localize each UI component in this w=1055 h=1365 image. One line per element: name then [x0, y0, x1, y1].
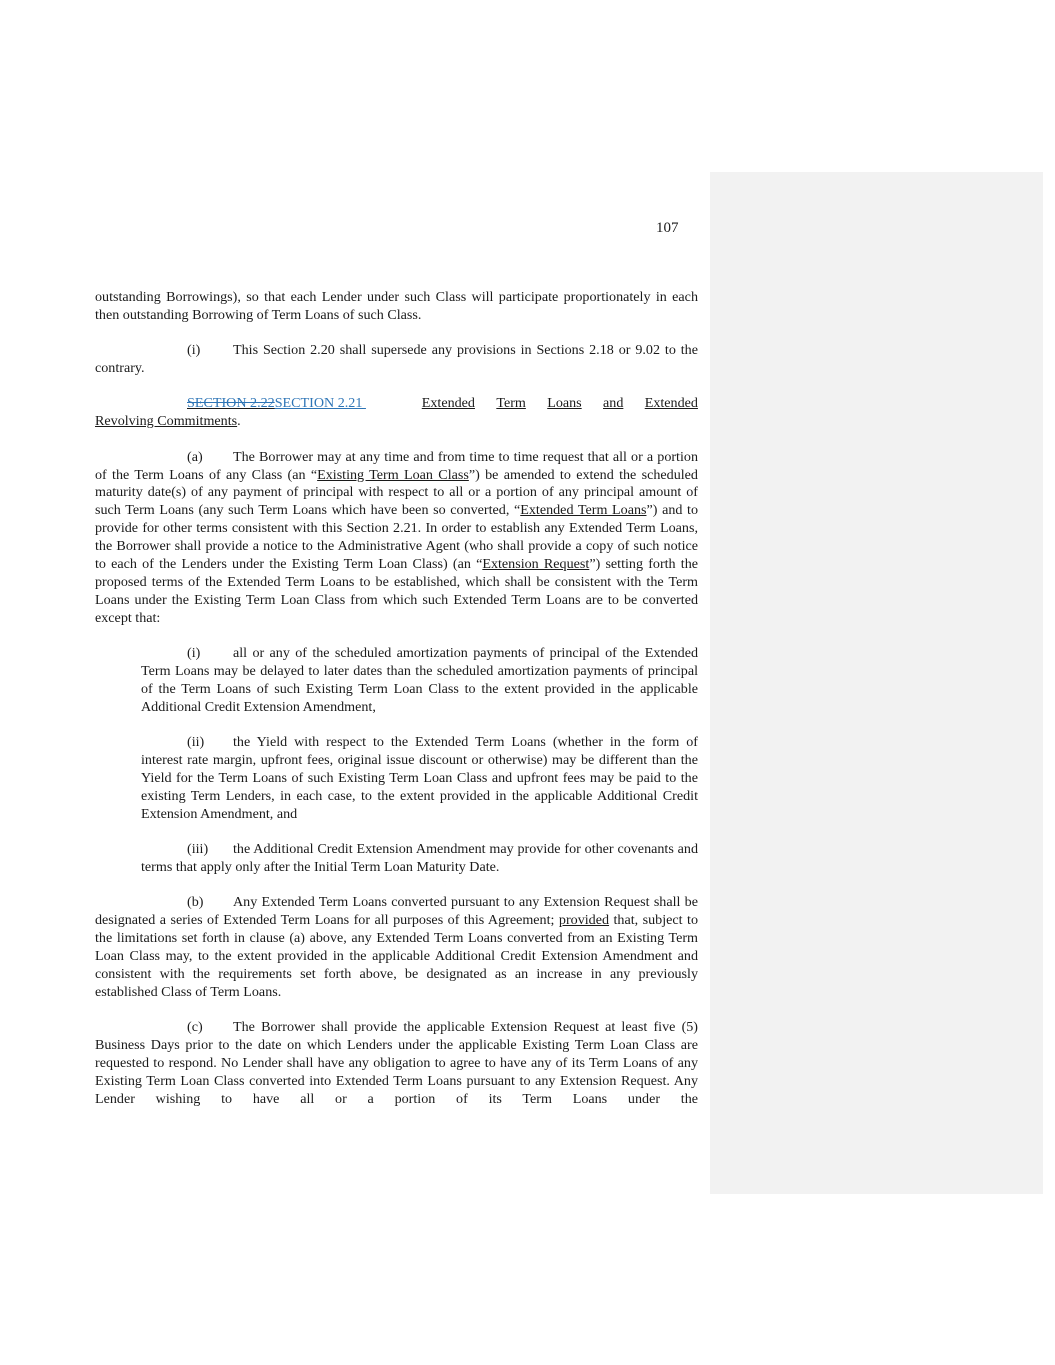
clause-text: the Additional Credit Extension Amendment may provide for other covenants and terms that apply only after the Initial Term Loan Maturity Date. — [141, 841, 698, 875]
clause-marker: (a) — [187, 448, 203, 465]
clause-marker: (c) — [187, 1019, 203, 1036]
text-run: ”) and to provide for other terms consistent with this Section 2.21. In order to establish any Extended Term Loans, the Borrower shall provide a notice to the Administrative Agent (who shall provide a copy of such notice to each of the Lenders under the Existing Term Loan Class) (an “ — [95, 502, 699, 573]
text-run: Any Extended Term Loans converted pursuant to any Extension Request shall be designated a series of Extended Term Loans for all purposes of this Agreement; — [95, 894, 698, 929]
paragraph-i-supersede — [95, 342, 698, 378]
clause-text: The Borrower shall provide the applicable Extension Request at least five (5) Business Days prior to the date on which Lenders under the applicable Existing Term Loan Class are requested to respond. No Lender shall have any obligation to agree to have any of its Term Loans of any Existing Term Loan Class converted into Extended Term Loans pursuant to any Extension Request. Any Lender wishing to have all or a portion of its Term Loans under the — [95, 1019, 698, 1107]
sub-item-i — [141, 645, 698, 717]
clause-text: the Yield with respect to the Extended Term Loans (whether in the form of interest rate margin, upfront fees, original issue discount or otherwise) may be different than the Yield for the Term Loans of such Existing Term Loan Class and upfront fees may be paid to the existing Term Lenders, in each case, to the extent provided in the applicable Additional Credit Extension Amendment, and — [141, 734, 698, 822]
comment-pane — [710, 172, 1043, 1194]
defined-term: provided — [558, 912, 610, 929]
clause-text: This Section 2.20 shall supersede any provisions in Sections 2.18 or 9.02 to the contrary. — [95, 342, 698, 377]
text-run: ”) be amended to extend the scheduled maturity date(s) of any payment of principal with respect to all or a portion of any principal amount of such Term Loans (any such Term Loans which have been so converted, “ — [95, 466, 698, 519]
section-heading — [95, 395, 698, 431]
section-number-change — [187, 395, 400, 413]
sub-item-iii — [141, 841, 698, 877]
paragraph-c — [95, 1019, 698, 1109]
paragraph-a — [95, 449, 698, 628]
heading-title-line2: Revolving Commitments — [95, 413, 238, 430]
clause-marker: (ii) — [187, 734, 205, 751]
paragraph-b — [95, 894, 698, 1001]
clause-marker: (i) — [187, 645, 201, 662]
heading-word: and — [603, 395, 624, 412]
defined-term: Extension Request — [482, 556, 590, 573]
heading-word: Extended — [644, 395, 698, 412]
text-run: ”) setting forth the proposed terms of the Extended Term Loans to be established, which shall be consistent with the Term Loans under the Existing Term Loan Class from which such Extended Term Loans are to be converted except that: — [95, 556, 699, 626]
text-run: that, subject to the limitations set forth in clause (a) above, any Extended Term Loans converted from an Existing Term Loan Class may, to the extent provided in the applicable Additional Credit Extension Amendment and consistent with the requirements set forth above, be designated as an increase in any previously established Class of Term Loans. — [95, 912, 698, 1000]
clause-marker: (iii) — [187, 841, 209, 857]
heading-word: Loans — [547, 395, 582, 412]
paragraph-continuation: outstanding Borrowings), so that each Lender under such Class will participate proportionately in each then outstanding Borrowing of Term Loans of such Class. — [95, 289, 698, 323]
tab-gap — [362, 395, 400, 413]
clause-marker: (b) — [187, 894, 204, 911]
deleted-section-number: SECTION 2.22 — [187, 395, 275, 412]
defined-term: Existing Term Loan Class — [317, 466, 469, 483]
text-run: The Borrower may at any time and from time to time request that all or a portion of the Term Loans of any Class (an “ — [95, 448, 698, 483]
clause-text: all or any of the scheduled amortization payments of principal of the Extended Term Loans may be delayed to later dates than the scheduled amortization payments of principal of the Term Loans of such Existing Term Loan Class to the extent provided in the applicable Additional Credit Extension Amendment, — [141, 645, 698, 715]
heading-word: Term — [496, 395, 526, 412]
section-heading-line-2 — [95, 413, 698, 431]
section-heading-line — [95, 395, 698, 413]
defined-term: Extended Term Loans — [520, 502, 647, 519]
document-body — [95, 289, 698, 1109]
clause-marker: (i) — [187, 342, 201, 359]
inserted-section-number: SECTION 2.21 — [274, 395, 363, 412]
heading-word: Extended — [421, 395, 475, 412]
heading-period: . — [237, 413, 241, 430]
page-number: 107 — [656, 220, 679, 236]
sub-item-ii — [141, 734, 698, 824]
